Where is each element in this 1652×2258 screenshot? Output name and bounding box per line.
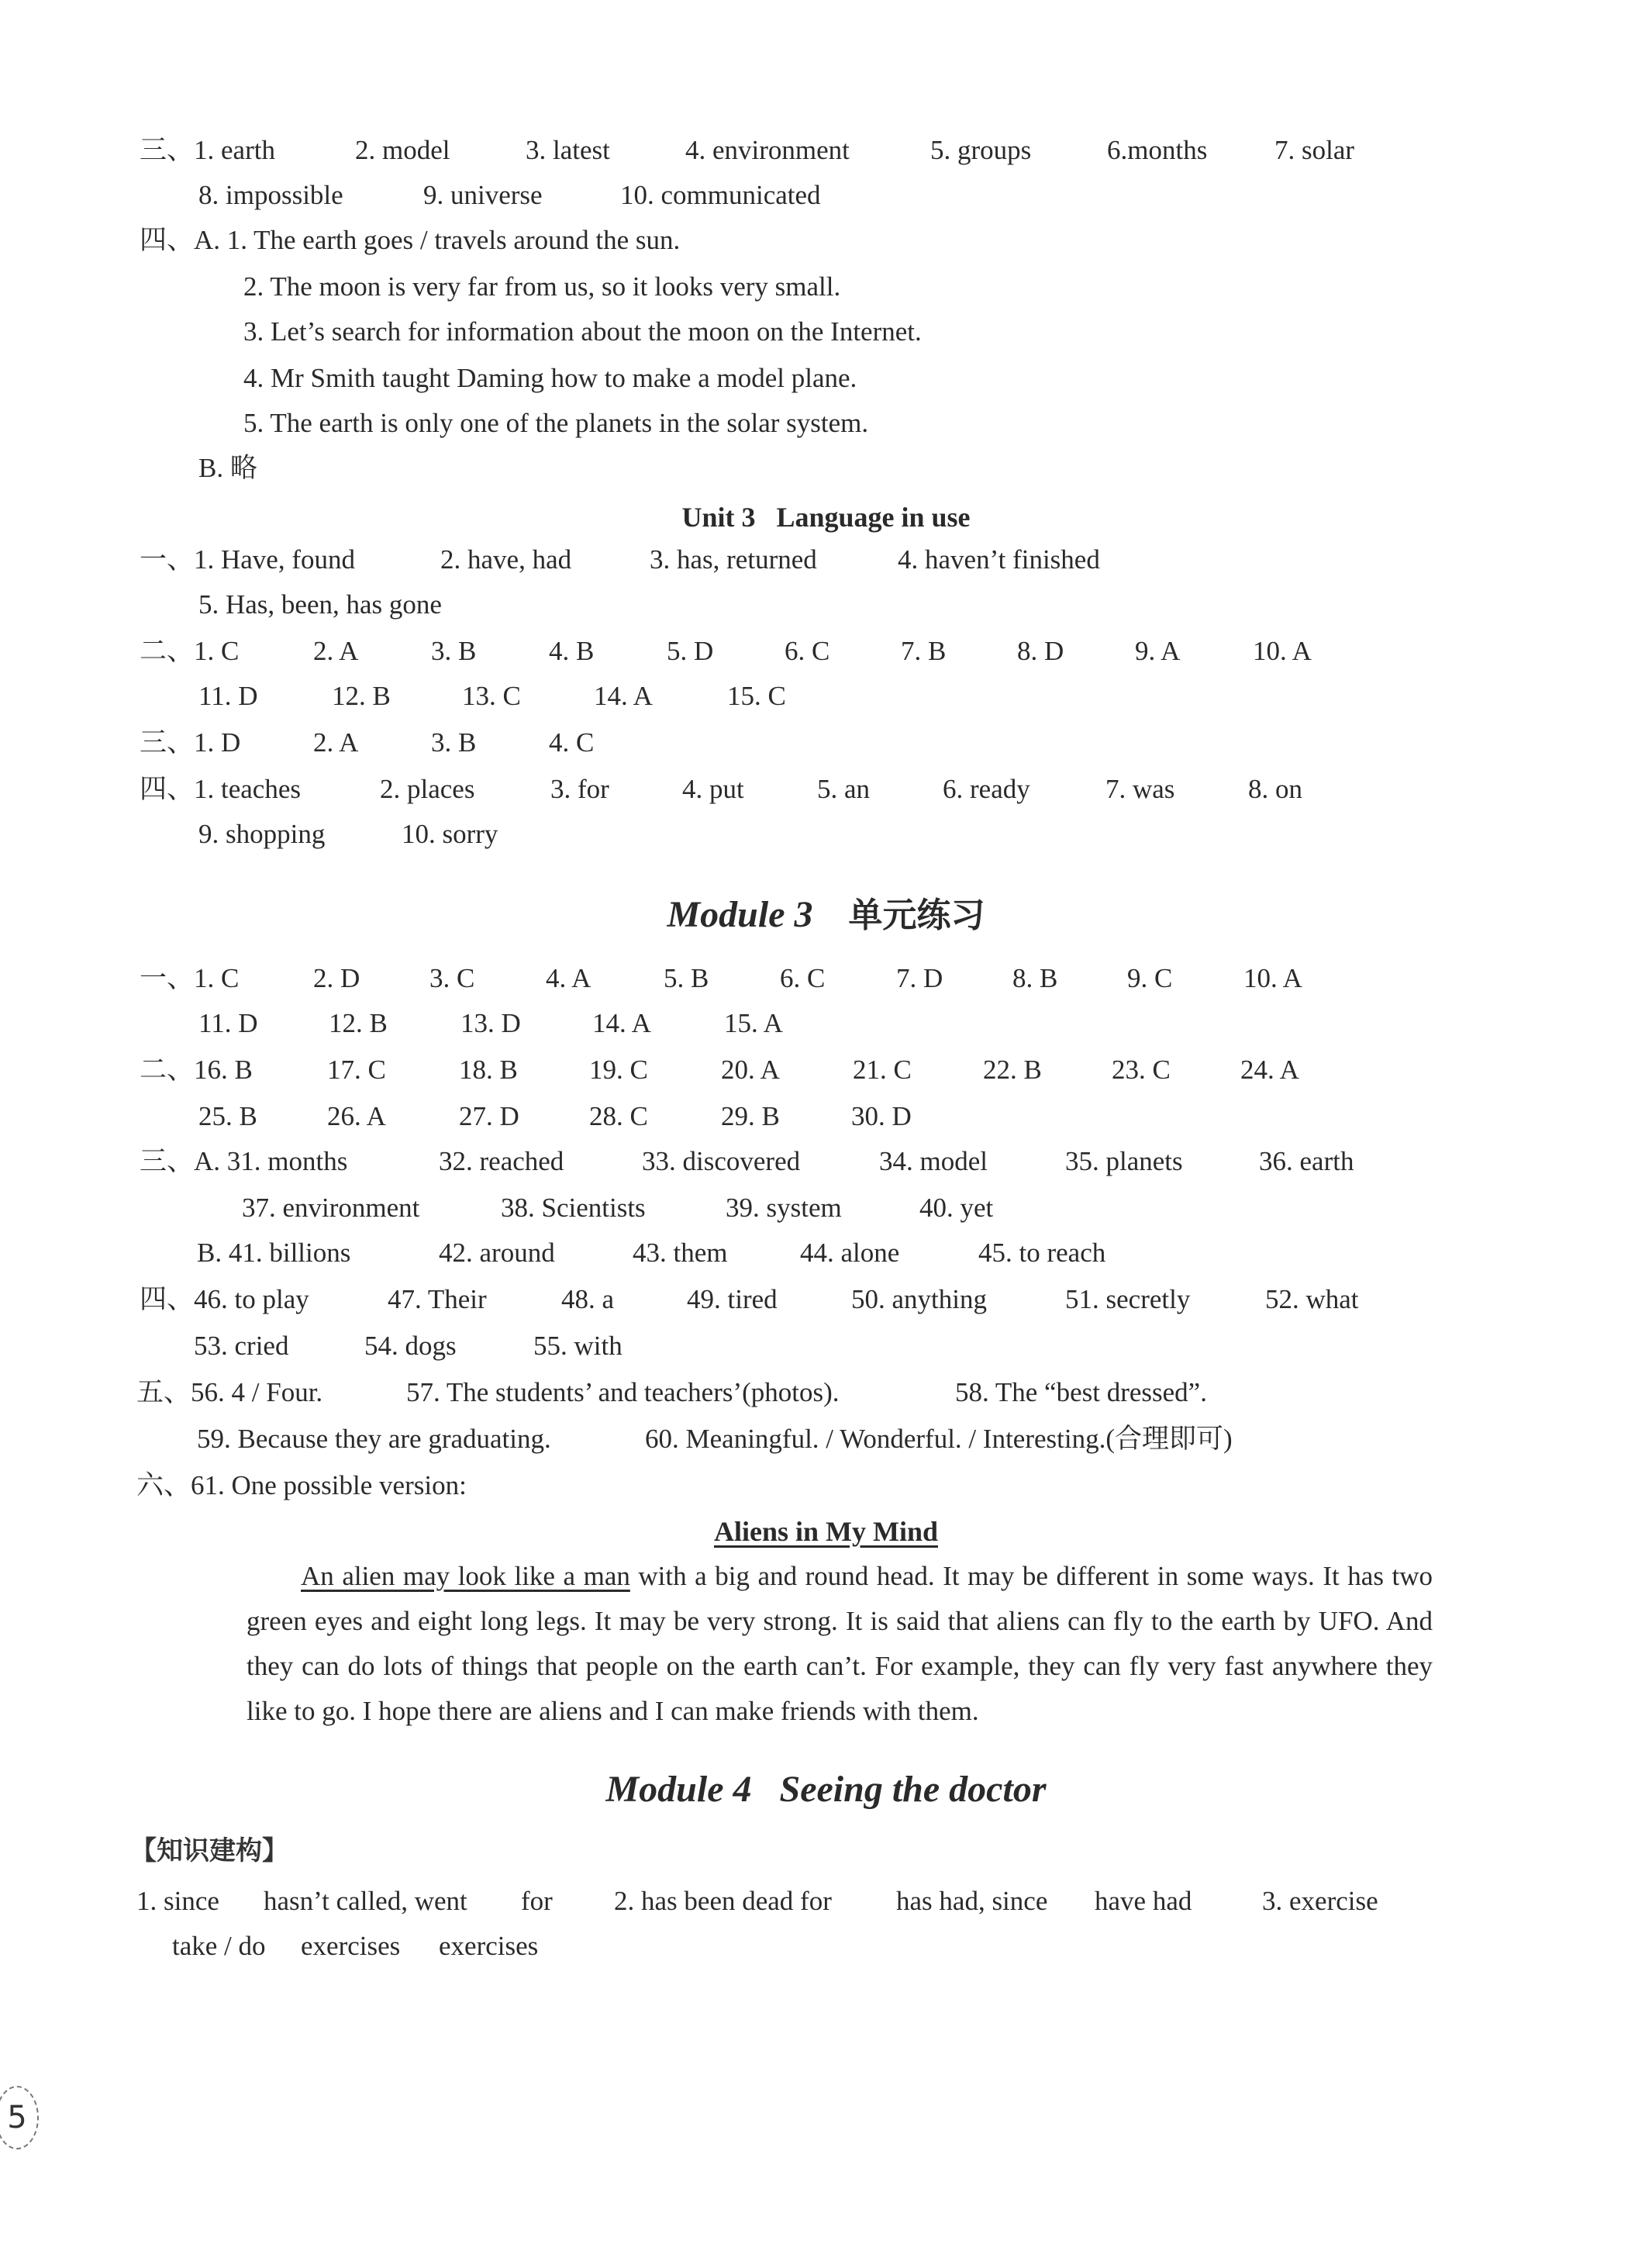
answer-item: 四、1. teaches bbox=[140, 774, 301, 804]
answer-item: 9. universe bbox=[423, 180, 543, 210]
answer-item: 19. C bbox=[589, 1055, 648, 1085]
answer-item: 54. dogs bbox=[364, 1331, 457, 1361]
answer-item: 5. B bbox=[664, 963, 709, 993]
answer-item: 7. D bbox=[896, 963, 943, 993]
answer-item: hasn’t called, went bbox=[264, 1886, 467, 1916]
answer-item: 6.months bbox=[1107, 135, 1208, 165]
answer-item: 8. B bbox=[1012, 963, 1058, 993]
answer-item: 32. reached bbox=[439, 1146, 564, 1176]
answer-item: 42. around bbox=[439, 1238, 555, 1268]
answer-item: 5. an bbox=[817, 774, 871, 804]
answer-item: 22. B bbox=[983, 1055, 1042, 1085]
answer-item: 33. discovered bbox=[642, 1146, 801, 1176]
answer-item: 三、A. 31. months bbox=[140, 1146, 348, 1176]
answer-item: 1. since bbox=[136, 1886, 219, 1916]
answer-item: 4. haven’t finished bbox=[898, 544, 1100, 575]
answer-item: 29. B bbox=[721, 1101, 780, 1131]
answer-item: 11. D bbox=[198, 1008, 258, 1038]
answer-item: exercises bbox=[439, 1931, 539, 1961]
answer-item: 一、1. Have, found bbox=[140, 544, 356, 575]
essay-body bbox=[247, 1554, 1433, 1734]
answer-item: 35. planets bbox=[1065, 1146, 1183, 1176]
answer-item: 2. D bbox=[313, 963, 360, 993]
answer-item: 4. put bbox=[682, 774, 744, 804]
answer-item: 17. C bbox=[327, 1055, 386, 1085]
answer-item: 30. D bbox=[851, 1101, 912, 1131]
answer-item: 一、1. C bbox=[140, 963, 240, 993]
answer-item: 6. C bbox=[780, 963, 826, 993]
answer-item: 四、A. 1. The earth goes / travels around the sun. bbox=[140, 225, 681, 255]
answer-item: 27. D bbox=[459, 1101, 519, 1131]
answer-item: 47. Their bbox=[388, 1284, 487, 1314]
answer-item: 58. The “best dressed”. bbox=[955, 1377, 1207, 1407]
answer-item: 21. C bbox=[853, 1055, 912, 1085]
answer-item: 36. earth bbox=[1259, 1146, 1354, 1176]
answer-item: 四、46. to play bbox=[140, 1284, 309, 1314]
answer-item: 10. communicated bbox=[620, 180, 821, 210]
answer-item: 7. solar bbox=[1274, 135, 1355, 165]
answer-item: 9. C bbox=[1127, 963, 1173, 993]
answer-item: 4. B bbox=[549, 636, 595, 666]
answer-item: 15. A bbox=[724, 1008, 783, 1038]
answer-item: have had bbox=[1095, 1886, 1192, 1916]
answer-item: 4. Mr Smith taught Daming how to make a model plane. bbox=[243, 363, 857, 393]
answer-item: 10. A bbox=[1243, 963, 1302, 993]
answer-item: 57. The students’ and teachers’(photos). bbox=[406, 1377, 840, 1407]
answer-item: 9. shopping bbox=[198, 819, 326, 849]
answer-item: 11. D bbox=[198, 681, 258, 711]
answer-item: 8. on bbox=[1248, 774, 1302, 804]
answer-item: 23. C bbox=[1112, 1055, 1171, 1085]
answer-item: 5. D bbox=[667, 636, 714, 666]
answer-item: 8. D bbox=[1017, 636, 1064, 666]
answer-item: 14. A bbox=[594, 681, 653, 711]
answer-item: 49. tired bbox=[687, 1284, 778, 1314]
answer-item: 8. impossible bbox=[198, 180, 343, 210]
answer-item: 2. places bbox=[380, 774, 475, 804]
unit3-heading: Unit 3 Language in use bbox=[681, 502, 971, 533]
answer-item: 37. environment bbox=[242, 1193, 420, 1223]
essay-underlined-phrase: An alien may look like a man bbox=[301, 1561, 630, 1591]
answer-item: 三、1. D bbox=[140, 727, 241, 758]
answer-item: 34. model bbox=[879, 1146, 988, 1176]
answer-item: 48. a bbox=[561, 1284, 615, 1314]
answer-item: 12. B bbox=[332, 681, 391, 711]
answer-item: 25. B bbox=[198, 1101, 257, 1131]
answer-item: 14. A bbox=[592, 1008, 651, 1038]
answer-item: 2. has been dead for bbox=[614, 1886, 832, 1916]
answer-item: 13. C bbox=[462, 681, 521, 711]
page-number: 5 bbox=[0, 2086, 39, 2149]
answer-item: 6. ready bbox=[943, 774, 1030, 804]
answer-item: 二、1. C bbox=[140, 636, 240, 666]
module3-title: Module 3 bbox=[667, 894, 813, 935]
answer-item: 26. A bbox=[327, 1101, 386, 1131]
essay-text: with a big and round head. It may be different in some ways. It has two green eyes and eight long legs. It may be very strong. It is said that aliens can fly to the earth by UFO. And they can do lots of things that people on the earth can’t. For example, they can fly very fast anywhere they like to go. I hope there are aliens and I can make friends with them. bbox=[247, 1561, 1433, 1726]
answer-item: 15. C bbox=[727, 681, 786, 711]
answer-item: for bbox=[521, 1886, 553, 1916]
answer-item: 52. what bbox=[1265, 1284, 1359, 1314]
answer-item: B. 略 bbox=[198, 453, 257, 483]
answer-item: 18. B bbox=[459, 1055, 518, 1085]
answer-item: 50. anything bbox=[851, 1284, 987, 1314]
module3-subtitle: 单元练习 bbox=[848, 896, 985, 935]
answer-item: 45. to reach bbox=[978, 1238, 1106, 1268]
answer-item: 20. A bbox=[721, 1055, 780, 1085]
answer-item: 2. model bbox=[355, 135, 450, 165]
answer-item: take / do bbox=[172, 1931, 266, 1961]
answer-item: 3. Let’s search for information about the moon on the Internet. bbox=[243, 316, 922, 347]
knowledge-heading: 【知识建构】 bbox=[130, 1835, 288, 1866]
answer-item: 三、1. earth bbox=[140, 135, 275, 165]
answer-item: 3. latest bbox=[526, 135, 610, 165]
essay-title: Aliens in My Mind bbox=[713, 1516, 939, 1547]
answer-item: 3. B bbox=[431, 727, 477, 758]
answer-item: 5. groups bbox=[930, 135, 1032, 165]
answer-item: 13. D bbox=[460, 1008, 521, 1038]
answer-item: 3. B bbox=[431, 636, 477, 666]
answer-item: 7. B bbox=[901, 636, 947, 666]
answer-item: 7. was bbox=[1105, 774, 1175, 804]
answer-item: 12. B bbox=[329, 1008, 388, 1038]
answer-item: 10. sorry bbox=[402, 819, 498, 849]
answer-item: 二、16. B bbox=[140, 1055, 253, 1085]
answer-item: 4. C bbox=[549, 727, 595, 758]
answer-item: 5. The earth is only one of the planets in the solar system. bbox=[243, 408, 869, 438]
answer-item: 44. alone bbox=[800, 1238, 900, 1268]
answer-item: 4. A bbox=[546, 963, 591, 993]
answer-item: 9. A bbox=[1135, 636, 1181, 666]
answer-item: 10. A bbox=[1253, 636, 1312, 666]
answer-item: 43. them bbox=[633, 1238, 728, 1268]
answer-item: 3. exercise bbox=[1262, 1886, 1378, 1916]
answer-item: 28. C bbox=[589, 1101, 648, 1131]
answer-item: 24. A bbox=[1240, 1055, 1299, 1085]
answer-item: 55. with bbox=[533, 1331, 623, 1361]
answer-item: 六、61. One possible version: bbox=[136, 1470, 467, 1500]
answer-item: exercises bbox=[301, 1931, 401, 1961]
answer-item: 2. A bbox=[313, 727, 359, 758]
module3-heading bbox=[0, 887, 1652, 937]
answer-item: B. 41. billions bbox=[197, 1238, 351, 1268]
answer-item: 3. has, returned bbox=[650, 544, 817, 575]
answer-item: 59. Because they are graduating. bbox=[197, 1424, 551, 1454]
answer-item: 2. The moon is very far from us, so it looks very small. bbox=[243, 271, 841, 302]
answer-item: 53. cried bbox=[194, 1331, 289, 1361]
answer-item: 51. secretly bbox=[1065, 1284, 1191, 1314]
answer-item: 4. environment bbox=[685, 135, 850, 165]
answer-item: 39. system bbox=[726, 1193, 842, 1223]
answer-item: 3. C bbox=[429, 963, 475, 993]
answer-item: 2. A bbox=[313, 636, 359, 666]
answer-item: 6. C bbox=[785, 636, 830, 666]
answer-item: 2. have, had bbox=[440, 544, 572, 575]
answer-item: 38. Scientists bbox=[501, 1193, 646, 1223]
answer-item: 60. Meaningful. / Wonderful. / Interesting.(合理即可) bbox=[645, 1424, 1233, 1454]
answer-item: 3. for bbox=[550, 774, 609, 804]
answer-item: 5. Has, been, has gone bbox=[198, 589, 442, 620]
answer-item: 40. yet bbox=[919, 1193, 994, 1223]
answer-item: has had, since bbox=[896, 1886, 1048, 1916]
module4-heading: Module 4 Seeing the doctor bbox=[605, 1769, 1047, 1810]
answer-item: 五、56. 4 / Four. bbox=[136, 1377, 323, 1407]
